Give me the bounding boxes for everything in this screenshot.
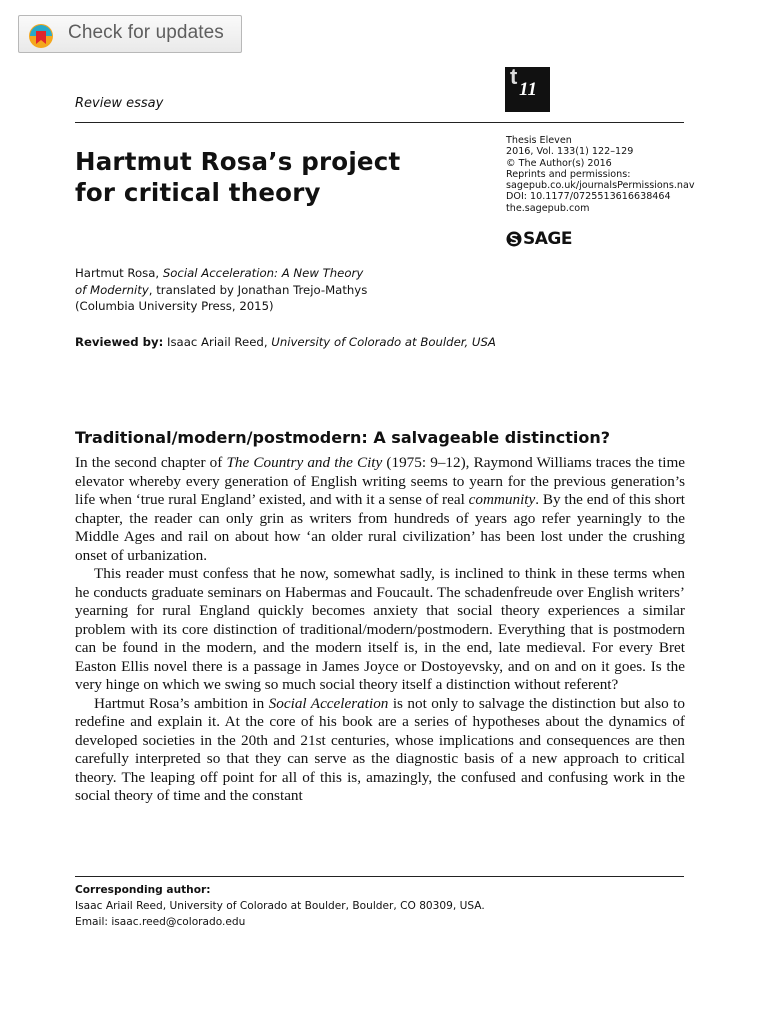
journal-site-link[interactable]: the.sagepub.com (506, 202, 590, 214)
journal-logo-letter: t (510, 64, 518, 89)
footnote-label: Corresponding author: (75, 884, 211, 896)
paragraph-1 (75, 454, 685, 565)
footnote-rule (75, 876, 684, 877)
header-rule (75, 122, 684, 123)
essay-type: Review essay (75, 96, 164, 111)
title-line-2: for critical theory (75, 178, 321, 207)
reviewer-name: Isaac Ariail Reed, (163, 335, 272, 349)
p1-text-b: (1975: 9–12), Raymond Williams traces the time elevator whereby every generation of English writing seems to yearn for the previous generation’s life when ‘true rural England’ existed, and with it a sense of real (75, 454, 686, 508)
reprints-label: Reprints and permissions: (506, 168, 631, 180)
p1-text-c: . By the end of this short chapter, the reader can only grin as writers from hundreds of years ago refer yearningly to the Middle Ages and rail on about how ‘an older rural civilization’ has been lost under the crushing onset of urbanization. (75, 491, 686, 564)
permissions-link[interactable]: sagepub.co.uk/journalsPermissions.nav (506, 180, 695, 192)
book-author: Hartmut Rosa, (75, 266, 163, 280)
paragraph-2: This reader must confess that he now, somewhat sadly, is inclined to think in these terms when he conducts graduate seminars on Habermas and Foucault. The schadenfreude over English writers’ yearning for rural England quickly becomes anxiety that social theory experiences a similar problem with its core distinction of traditional/modern/postmodern. Everything that is postmodern can be found in the modern, and the modern itself is, in the end, late medieval. For every Bret Easton Ellis novel there is a passage in James Joyce or Dostoyevsky, and on and on it goes. Is the very hinge on which we swing so much social theory itself a distinction without referent? (75, 565, 685, 693)
journal-metadata (506, 135, 695, 214)
doi-link[interactable]: DOI: 10.1177/0725513616638464 (506, 191, 671, 203)
p1-emphasis: community (468, 491, 536, 508)
p1-book-title: The Country and the City (226, 454, 383, 471)
reviewed-book (75, 265, 435, 315)
book-publisher: (Columbia University Press, 2015) (75, 299, 274, 313)
title-line-1: Hartmut Rosa’s project (75, 147, 401, 176)
p3-text-a: Hartmut Rosa’s ambition in (94, 694, 269, 712)
article-title (75, 146, 475, 208)
crossmark-icon (28, 23, 54, 49)
p3-book-title: Social Acceleration (268, 694, 389, 712)
reviewer-label: Reviewed by: (75, 335, 164, 349)
journal-name: Thesis Eleven (506, 135, 572, 146)
publisher-name: SAGE (523, 229, 572, 249)
journal-logo-number: 11 (519, 79, 537, 100)
p1-text-a: In the second chapter of (75, 454, 227, 471)
sage-s-icon (506, 231, 522, 247)
journal-volume: 2016, Vol. 133(1) 122–129 (506, 146, 634, 158)
book-translator: , translated by Jonathan Trejo-Mathys (148, 282, 368, 297)
book-title-b: of Modernity (75, 282, 149, 297)
section-heading: Traditional/modern/postmodern: A salvageable distinction? (75, 428, 611, 447)
copyright: © The Author(s) 2016 (506, 157, 612, 169)
paragraph-3 (75, 695, 685, 806)
p3-text-b: is not only to salvage the distinction but also to redefine and explain it. At the core of his book are a series of hypotheses about the dynamics of developed societies in the 20th and 21st centuries, whose implications and consequences are then carefully interpreted so that they can serve as the diagnostic basis of a new approach to critical theory. The leaping off point for all of this is, amazingly, the confused and confusing work in the social theory of time and the constant (75, 694, 685, 804)
reviewer-affiliation: University of Colorado at Boulder, USA (271, 335, 496, 349)
reviewer-line (75, 335, 496, 349)
check-for-updates-label: Check for updates (68, 22, 224, 43)
journal-logo (505, 64, 550, 112)
body-text (75, 454, 685, 806)
footnote-email[interactable]: Email: isaac.reed@colorado.edu (75, 916, 246, 928)
book-title-a: Social Acceleration: A New Theory (162, 266, 364, 280)
footnote-address: Isaac Ariail Reed, University of Colorado at Boulder, Boulder, CO 80309, USA. (75, 900, 485, 912)
footnote (75, 882, 485, 930)
check-for-updates-button[interactable] (18, 15, 242, 53)
